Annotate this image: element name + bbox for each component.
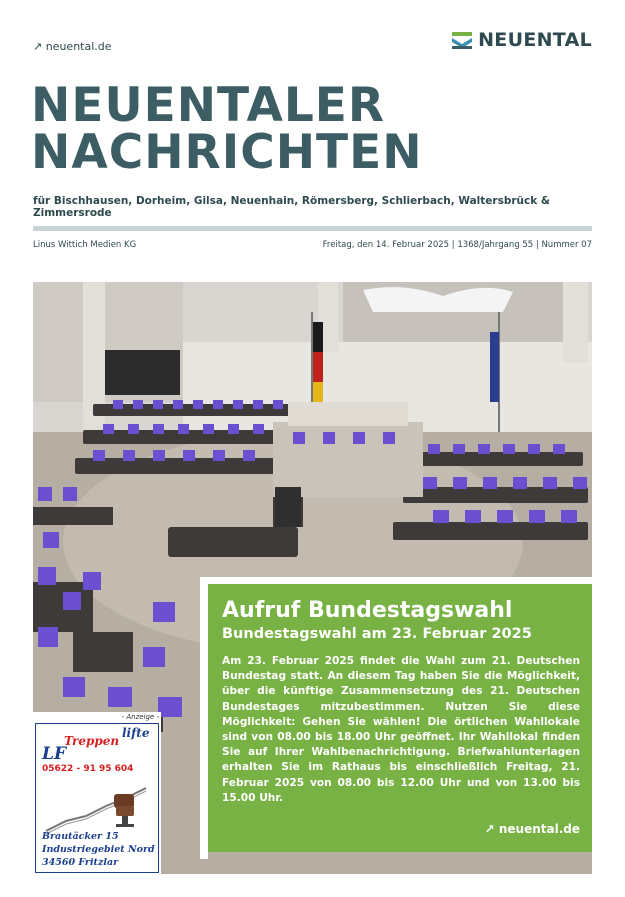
stairlift-icon [36, 776, 160, 836]
publisher: Linus Wittich Medien KG [33, 240, 137, 250]
ad-brand-lf: LF [42, 744, 67, 764]
ad-address [42, 830, 155, 869]
issue-info: Freitag, den 14. Februar 2025 | 1368/Jahrgang 55 | Nummer 07 [322, 240, 592, 250]
feature-callout [208, 584, 592, 852]
feature-body [222, 654, 580, 806]
feature-subheadline: Bundestagswahl am 23. Februar 2025 [222, 626, 532, 642]
ad-label: - Anzeige - [121, 713, 159, 721]
ad-phone: 05622 - 91 95 604 [42, 764, 134, 774]
masthead-line2: NACHRICHTEN [31, 125, 423, 180]
masthead-line1: NEUENTALER [31, 78, 386, 133]
logo [452, 29, 592, 51]
ad-address-line2: Industriegebiet Nord [42, 844, 155, 855]
logo-text: NEUENTAL [478, 29, 592, 51]
feature-headline: Aufruf Bundestagswahl [222, 598, 513, 623]
masthead-divider [33, 226, 592, 231]
masthead-title [31, 78, 423, 180]
site-link[interactable]: ↗ neuental.de [33, 40, 112, 53]
masthead-subline: für Bischhausen, Dorheim, Gilsa, Neuenhain, Römersberg, Schlierbach, Waltersbrück & Zimmersrode [33, 195, 551, 219]
ad-address-line3: 34560 Fritzlar [42, 857, 119, 868]
logo-icon [452, 30, 472, 50]
feature-body-part1: Am 23. Februar 2025 findet die Wahl zum 21. Deutschen Bundestag statt. An diesem Tag haben Sie die Möglichkeit, über die künftige Zusammensetzung des 21. Deutschen Bundestages mitzubestimmen. Nutzen Sie diese Möglichkeit: Gehen Sie wählen! [222, 655, 580, 728]
ad-brand-lifte: lifte [122, 726, 150, 740]
feature-link[interactable]: ↗ neuental.de [484, 822, 580, 836]
ad-address-line1: Brautäcker 15 [42, 831, 119, 842]
advertisement[interactable] [33, 712, 161, 874]
ad-brand-treppen: Treppen [64, 734, 120, 748]
feature-body-part2: Die örtlichen Wahllokale sind von 08.00 bis 18.00 Uhr geöffnet. Ihr Wahllokal finden Sie auf Ihrer Wahlbenachrichtigung. Briefwahlunterlagen erhalten Sie im Rathaus bis einschließlich Freitag, 21. Februar 2025 von 08.00 bis 12.00 Uhr und von 13.00 bis 15.00 Uhr. [222, 715, 580, 804]
ad-box [35, 723, 159, 873]
